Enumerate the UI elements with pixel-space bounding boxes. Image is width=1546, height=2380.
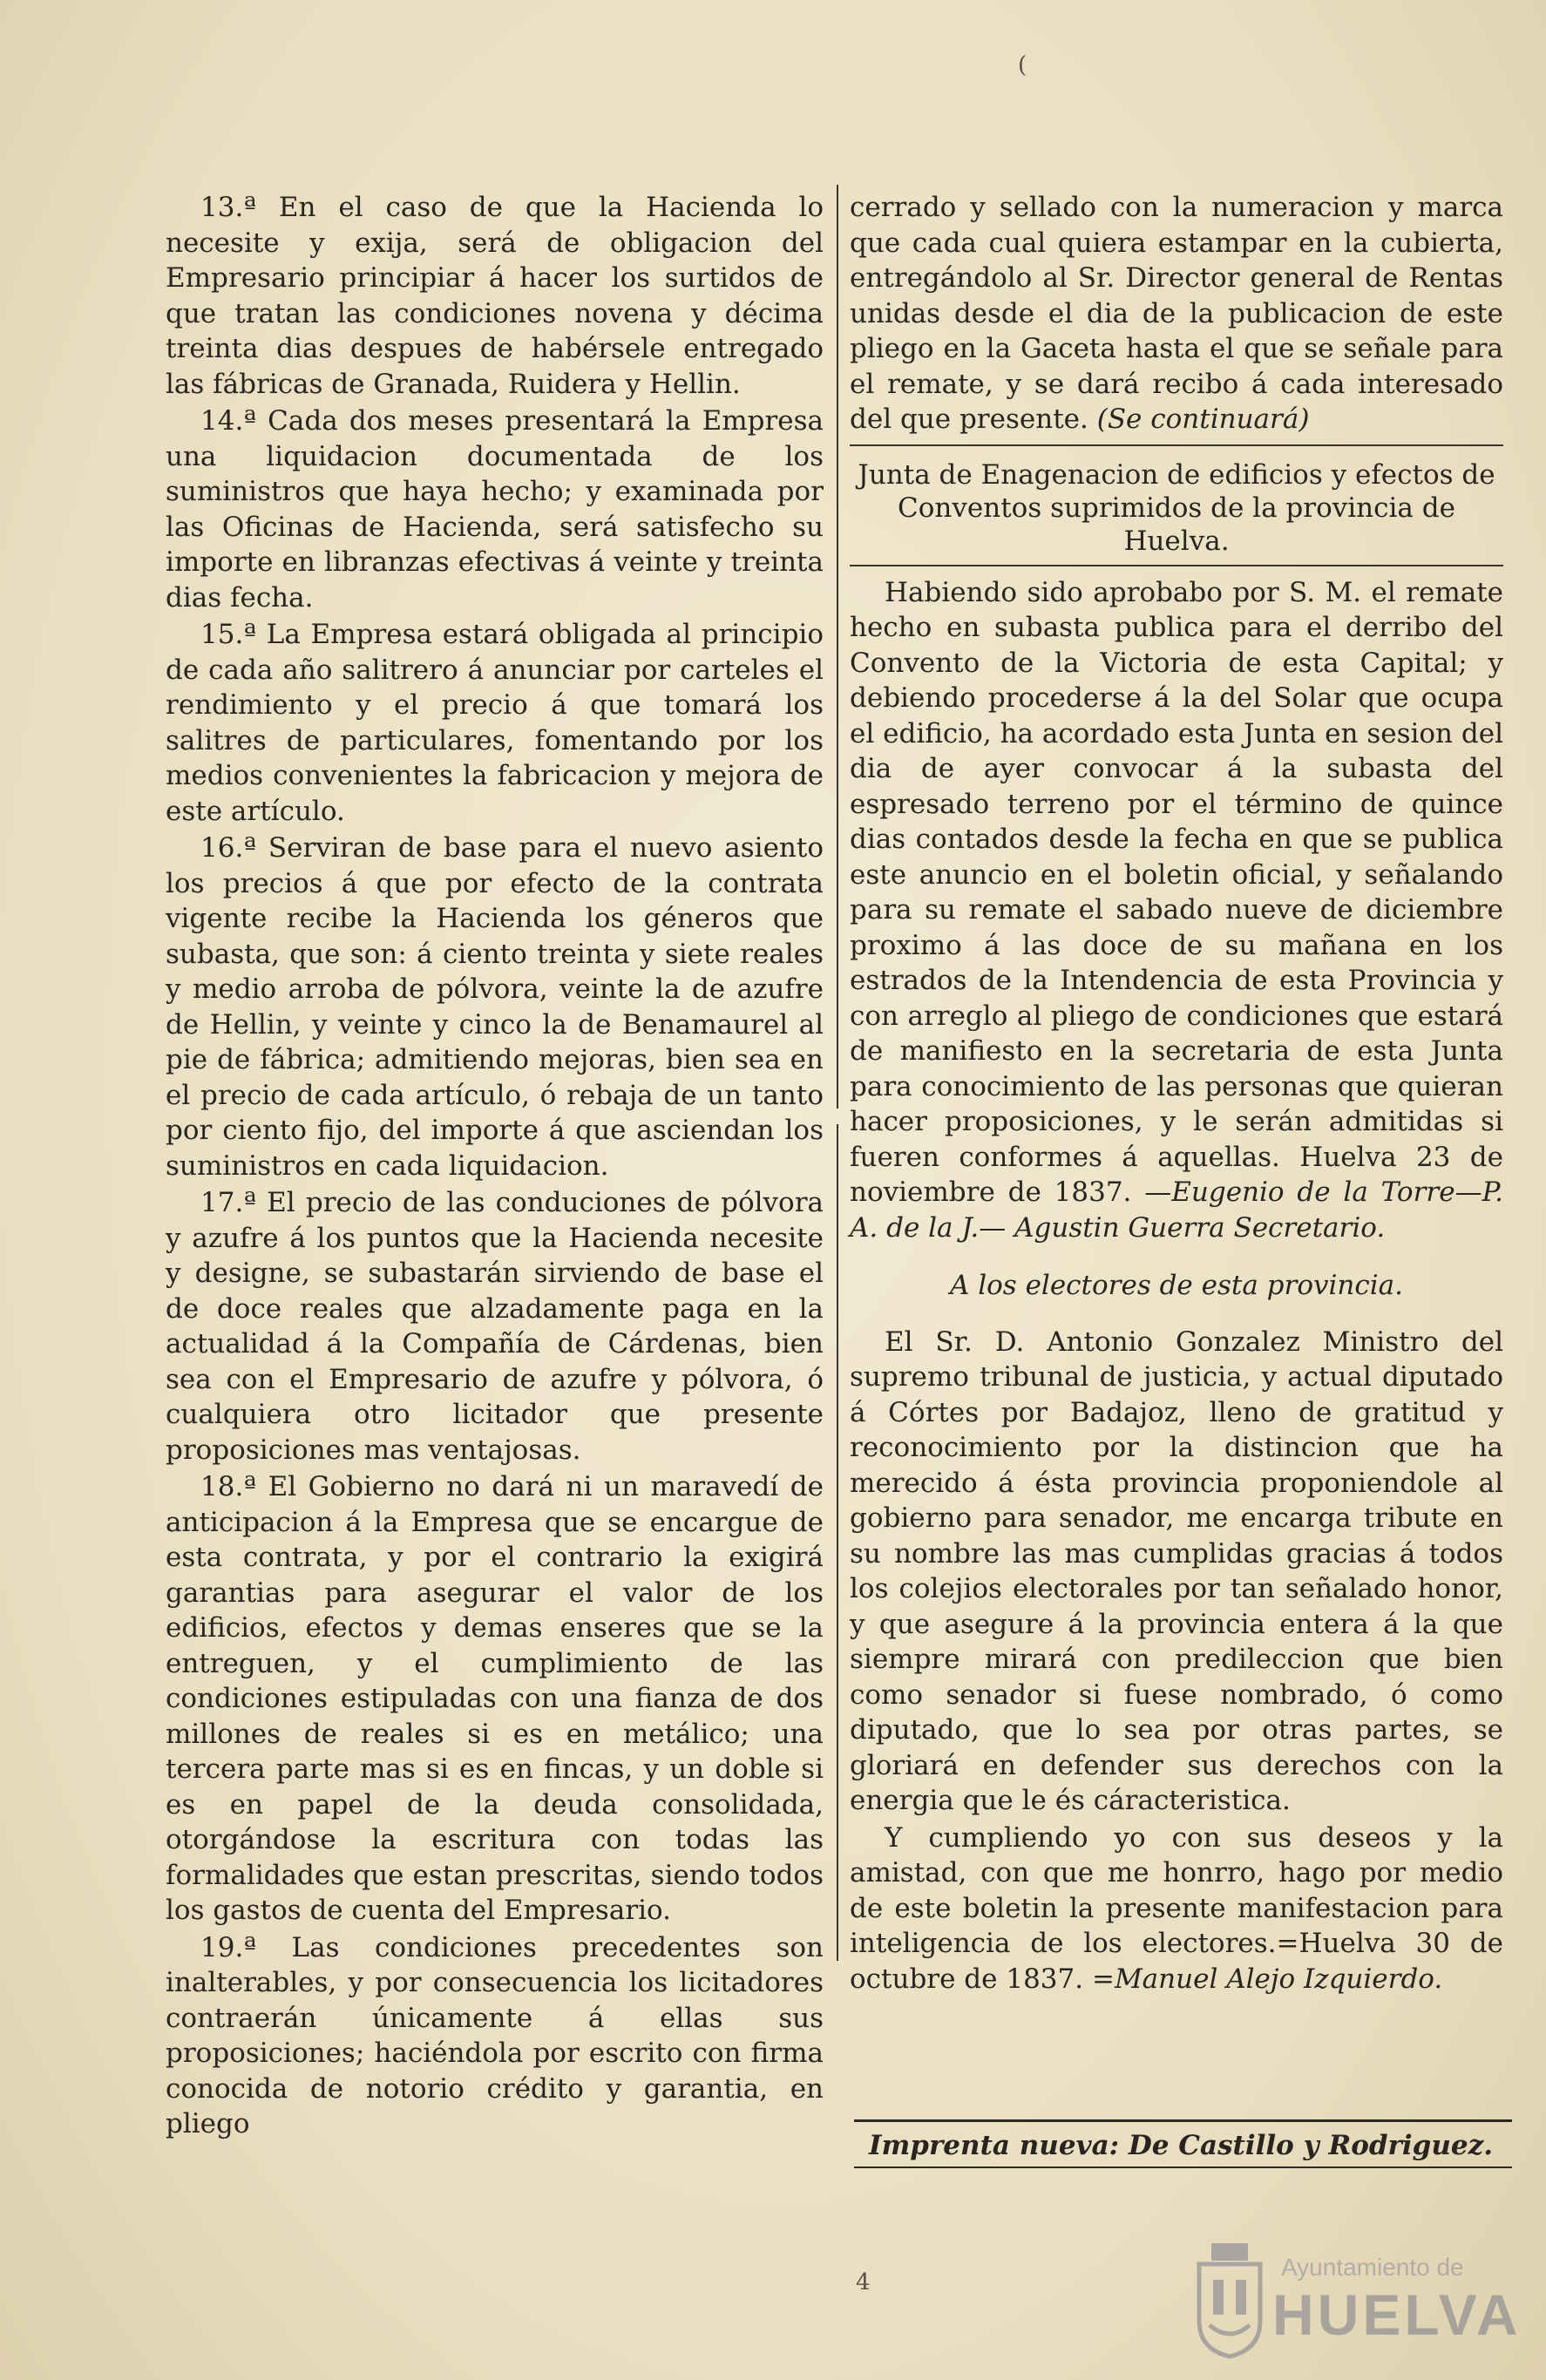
column-divider — [837, 185, 838, 1109]
watermark-bottom-text: HUELVA — [1272, 2282, 1522, 2347]
condition-15: 15.ª La Empresa estará obligada al principio de cada año salitrero á anunciar por carteles el rendimiento y el precio á que tomará los salitres de particulares, fomentando por los medios convenientes la fabricacion y mejora de este artículo. — [166, 619, 824, 827]
condition-18: 18.ª El Gobierno no dará ni un maravedí de anticipacion á la Empresa que se encargue de esta contrata, y por el contrario la exigirá garantias para asegurar el valor de los edificios, efectos y demas enseres que se la entreguen, y el cumplimiento de las condiciones estipuladas con una fianza de dos millones de reales si es en metálico; una tercera parte mas si es en fincas, y un doble si es en papel de la deuda consolidada, otorgándose la escritura con todas las formalidades que estan prescritas, siendo todos los gastos de cuenta del Empresario. — [166, 1471, 824, 1926]
left-column — [166, 190, 824, 2144]
electores-title: A los electores de esta provincia. — [949, 1270, 1404, 1301]
page-mark-top: ( — [1018, 52, 1027, 78]
condition-14: 14.ª Cada dos meses presentará la Empresa una liquidacion documentada de los suministros que haya hecho; y examinada por las Oficinas de Hacienda, será satisfecho su importe en libranzas efectivas á veinte y treinta dias fecha. — [166, 405, 824, 614]
ayuntamiento-watermark — [1185, 2231, 1522, 2370]
junta-heading: Junta de Enagenacion de edificios y efectos de Conventos suprimidos de la provincia de Huelva. — [858, 458, 1495, 557]
electores-text: Y cumpliendo yo con sus deseos y la amistad, con que me honrro, hago por medio de este boletin la presente manifestacion para inteligencia de los electores.=Huelva 30 de octubre de 1837. — [850, 1821, 1503, 1995]
section-rule — [850, 444, 1503, 446]
imprint-rule-top — [854, 2119, 1512, 2122]
junta-signature: —Eugenio de la Torre—P. A. de la J.— Agustin Guerra Secretario. — [850, 1176, 1504, 1244]
junta-text: Habiendo sido aprobabo por S. M. el remate hecho en subasta publica para el derribo del Convento de la Victoria de esta Capital; y debiendo procederse á la del Solar que ocupa el edificio, ha acordado esta Junta en sesion del dia de ayer convocar á la subasta del espresado terreno por el término de quince dias contados desde la fecha en que se publica este anuncio en el boletin oficial, y señalando para su remate el sabado nueve de diciembre proximo á las doce de su mañana en los estrados de la Intendencia de esta Provincia y con arreglo al pliego de condiciones que estará de manifiesto en la secretaria de esta Junta para conocimiento de las personas que quieran hacer proposiciones, y le serán admitidas si fueren conformes á aquellas. Huelva 23 de noviembre de 1837. — [850, 576, 1503, 1208]
electores-paragraph-2 — [850, 1821, 1503, 1997]
continuation-text — [850, 190, 1503, 437]
city-crest-icon — [1192, 2238, 1267, 2360]
section-rule — [850, 565, 1503, 566]
condition-19: 19.ª Las condiciones precedentes son inalterables, y por consecuencia los licitadores contraerán únicamente á ellas sus proposiciones; haciéndola por escrito con firma conocida de notorio crédito y garantia, en pliego — [166, 1931, 824, 2139]
page-mark-bottom: 4 — [856, 2269, 871, 2295]
electores-signature: =Manuel Alejo Izquierdo. — [1091, 1963, 1443, 1995]
continuation-body: cerrado y sellado con la numeracion y marca que cada cual quiera estampar en la cubierta, entregándolo al Sr. Director general de Rentas unidas desde el dia de la publicacion de este pliego en la Gaceta hasta el que se señale para el remate, y se dará recibo á cada interesado del que presente. — [850, 192, 1503, 435]
condition-17: 17.ª El precio de las conduciones de pólvora y azufre á los puntos que la Hacienda necesite y designe, se subastarán sirviendo de base el de doce reales que alzadamente paga en la actualidad á la Compañía de Cárdenas, bien sea con el Empresario de azufre y pólvora, ó cualquiera otro licitador que presente proposiciones mas ventajosas. — [166, 1187, 824, 1466]
imprint-rule-bottom — [854, 2166, 1512, 2168]
imprint-text: Imprenta nueva: De Castillo y Rodriguez. — [869, 2130, 1493, 2161]
watermark-top-text: Ayuntamiento de — [1281, 2254, 1464, 2281]
electores-paragraph-1: El Sr. D. Antonio Gonzalez Ministro del supremo tribunal de justicia, y actual diputado á Córtes por Badajoz, lleno de gratitud y reconocimiento por la distincion que ha merecido á ésta provincia proponiendole al gobierno para senador, me encarga tribute en su nombre las mas cumplidas gracias á todos los colejios electorales por tan señalado honor, y que asegure á la provincia entera á la que siempre mirará con predileccion que bien como senador si fuese nombrado, ó como diputado, que lo sea por otras partes, se gloriará en defender sus derechos con la energia que le és cáracteristica. — [850, 1326, 1503, 1816]
junta-announcement — [850, 575, 1503, 1246]
imprint-line — [850, 2126, 1512, 2163]
column-divider-lower — [837, 1124, 838, 1961]
condition-13: 13.ª En el caso de que la Hacienda lo necesite y exija, será de obligacion del Empresario principiar á hacer los surtidos de que tratan las condiciones novena y décima treinta dias despues de habérsele entregado las fábricas de Granada, Ruidera y Hellin. — [166, 192, 824, 400]
condition-16: 16.ª Serviran de base para el nuevo asiento los precios á que por efecto de la contrata vigente recibe la Hacienda los géneros que subasta, que son: á ciento treinta y siete reales y medio arroba de pólvora, veinte la de azufre de Hellin, y veinte y cinco la de Benamaurel al pie de fábrica; admitiendo mejoras, bien sea en el precio de cada artículo, ó rebaja de un tanto por ciento fijo, del importe á que asciendan los suministros en cada liquidacion. — [166, 832, 824, 1182]
continuation-note: (Se continuará) — [1096, 403, 1310, 435]
right-column — [850, 190, 1503, 1998]
